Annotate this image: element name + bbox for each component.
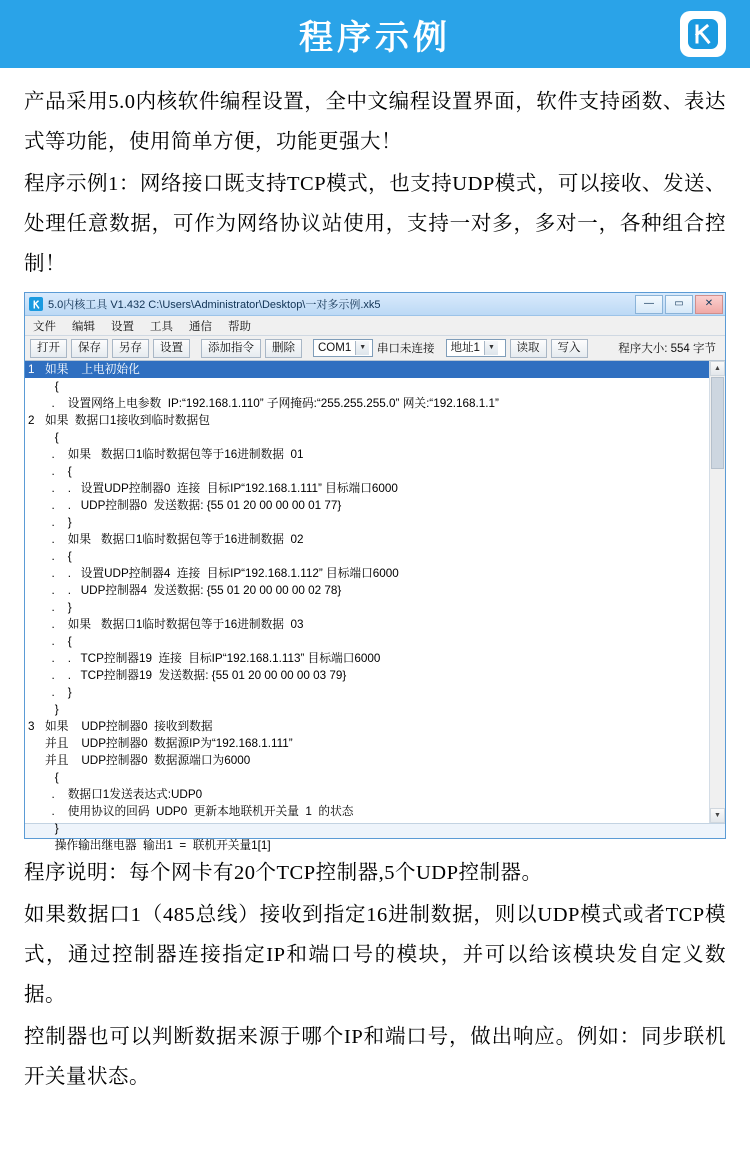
code-line-text: 如果 UDP控制器0 接收到数据 [45, 720, 213, 733]
menu-item-file[interactable]: 文件 [33, 320, 56, 333]
window-titlebar [25, 293, 725, 316]
menu-bar [25, 316, 725, 336]
serial-port-value: COM1 [318, 342, 352, 354]
menu-item-communication[interactable]: 通信 [189, 320, 212, 333]
write-button[interactable]: 写入 [551, 339, 588, 358]
page-header [0, 0, 750, 68]
delete-button[interactable]: 删除 [265, 339, 302, 358]
code-line-text: . 如果 数据口1临时数据包等于16进制数据 03 [45, 618, 304, 631]
code-line[interactable] [25, 361, 725, 378]
code-line-text: . 设置网络上电参数 IP:“192.168.1.110” 子网掩码:“255.255.255.0” 网关:“192.168.1.1” [45, 397, 499, 410]
code-line[interactable] [25, 718, 725, 735]
code-line[interactable] [25, 480, 725, 497]
code-line-number: 3 [28, 720, 35, 733]
scroll-down-icon[interactable]: ▼ [710, 808, 725, 823]
code-line[interactable] [25, 837, 725, 854]
note-paragraph-2: 如果数据口1（485总线）接收到指定16进制数据，则以UDP模式或者TCP模式，通过控制器连接指定IP和端口号的模块，并可以给该模块发自定义数据。 [24, 904, 726, 1006]
code-line-text: 并且 UDP控制器0 数据源端口为6000 [45, 754, 251, 767]
page-title: 程序示例 [299, 19, 451, 57]
code-line[interactable] [25, 395, 725, 412]
code-line-text: } [45, 822, 59, 835]
code-line[interactable] [25, 446, 725, 463]
code-line-text: . 如果 数据口1临时数据包等于16进制数据 01 [45, 448, 304, 461]
open-button[interactable]: 打开 [30, 339, 67, 358]
program-size-label: 程序大小: 554 字节 [618, 343, 716, 355]
code-line[interactable] [25, 497, 725, 514]
menu-item-help[interactable]: 帮助 [228, 320, 251, 333]
code-line[interactable] [25, 684, 725, 701]
window-title: 5.0内核工具 V1.432 C:\Users\Administrator\Desktop\一对多示例.xk5 [48, 299, 381, 311]
code-line[interactable] [25, 378, 725, 395]
code-line[interactable] [25, 463, 725, 480]
code-line[interactable] [25, 429, 725, 446]
intro-paragraph-1: 产品采用5.0内核软件编程设置，全中文编程设置界面，软件支持函数、表达式等功能，使用简单方便，功能更强大！ [24, 91, 726, 153]
code-line-text: . } [45, 516, 72, 529]
code-line[interactable] [25, 769, 725, 786]
code-line[interactable] [25, 412, 725, 429]
code-line-text: . . 设置UDP控制器4 连接 目标IP“192.168.1.112” 目标端口6000 [45, 567, 399, 580]
code-line[interactable] [25, 582, 725, 599]
code-line-text: . . UDP控制器0 发送数据: {55 01 20 00 00 00 01 77} [45, 499, 342, 512]
code-line-text: . } [45, 601, 72, 614]
code-line-text: . . 设置UDP控制器0 连接 目标IP“192.168.1.111” 目标端口6000 [45, 482, 398, 495]
code-line[interactable] [25, 531, 725, 548]
save-as-button[interactable]: 另存 [112, 339, 149, 358]
serial-port-select[interactable] [313, 339, 373, 357]
code-line-text: . } [45, 686, 72, 699]
code-line-text: . { [45, 465, 72, 478]
code-line-text: . { [45, 635, 72, 648]
code-line-text: 并且 UDP控制器0 数据源IP为“192.168.1.111” [45, 737, 293, 750]
close-button[interactable]: ✕ [695, 295, 723, 314]
code-line[interactable] [25, 701, 725, 718]
code-line-text: } [45, 703, 59, 716]
notes-section [0, 839, 750, 1097]
code-line-text: { [45, 771, 59, 784]
code-line-text: 操作输出继电器 输出1 = 联机开关量1[1] [45, 839, 271, 852]
code-line[interactable] [25, 786, 725, 803]
code-editor[interactable] [25, 361, 725, 852]
intro-paragraph-2: 程序示例1：网络接口既支持TCP模式，也支持UDP模式，可以接收、发送、处理任意数据，可作为网络协议站使用，支持一对多，多对一，各种组合控制！ [24, 173, 726, 275]
serial-port-status: 串口未连接 [377, 343, 435, 355]
code-line[interactable] [25, 667, 725, 684]
window-controls [635, 295, 723, 314]
code-line-text: . . TCP控制器19 发送数据: {55 01 20 00 00 00 03 79} [45, 669, 347, 682]
editor-vertical-scrollbar[interactable] [709, 361, 725, 823]
code-line-text: . . TCP控制器19 连接 目标IP“192.168.1.113” 目标端口6000 [45, 652, 381, 665]
code-line[interactable] [25, 735, 725, 752]
code-line-number: 1 [28, 363, 35, 376]
code-line-text: . 如果 数据口1临时数据包等于16进制数据 02 [45, 533, 304, 546]
code-line[interactable] [25, 803, 725, 820]
add-command-button[interactable]: 添加指令 [201, 339, 261, 358]
chevron-down-icon: ▼ [355, 341, 369, 355]
device-address-select[interactable] [446, 339, 506, 357]
code-line-text: . . UDP控制器4 发送数据: {55 01 20 00 00 00 02 78} [45, 584, 342, 597]
code-line[interactable] [25, 514, 725, 531]
read-button[interactable]: 读取 [510, 339, 547, 358]
code-line-text: { [45, 431, 59, 444]
app-icon-k-icon [29, 297, 43, 311]
code-line[interactable] [25, 599, 725, 616]
settings-button[interactable]: 设置 [153, 339, 190, 358]
scroll-up-icon[interactable]: ▲ [710, 361, 725, 376]
code-line[interactable] [25, 616, 725, 633]
maximize-button[interactable]: ▭ [665, 295, 693, 314]
code-line[interactable] [25, 820, 725, 837]
chevron-down-icon: ▼ [484, 341, 498, 355]
code-line-text: 如果 数据口1接收到临时数据包 [45, 414, 210, 427]
menu-item-edit[interactable]: 编辑 [72, 320, 95, 333]
menu-item-tools[interactable]: 工具 [150, 320, 173, 333]
code-line[interactable] [25, 565, 725, 582]
note-paragraph-3: 控制器也可以判断数据来源于哪个IP和端口号，做出响应。例如：同步联机开关量状态。 [24, 1026, 726, 1088]
save-button[interactable]: 保存 [71, 339, 108, 358]
note-paragraph-1: 程序说明：每个网卡有20个TCP控制器,5个UDP控制器。 [24, 862, 543, 884]
device-address-value: 地址1 [450, 342, 480, 354]
brand-logo-icon [680, 11, 726, 57]
code-line[interactable] [25, 633, 725, 650]
code-line-text: . { [45, 550, 72, 563]
code-line-text: { [45, 380, 59, 393]
code-line[interactable] [25, 548, 725, 565]
scrollbar-thumb[interactable] [711, 377, 724, 469]
code-line-text: 如果 上电初始化 [45, 363, 140, 376]
toolbar [25, 336, 725, 361]
intro-section [0, 68, 750, 284]
menu-item-settings[interactable]: 设置 [111, 320, 134, 333]
code-line[interactable] [25, 752, 725, 769]
code-line-number: 2 [28, 414, 35, 427]
code-line-text: . 使用协议的回码 UDP0 更新本地联机开关量 1 的状态 [45, 805, 354, 818]
minimize-button[interactable]: — [635, 295, 663, 314]
code-line[interactable] [25, 650, 725, 667]
code-line-text: . 数据口1发送表达式:UDP0 [45, 788, 203, 801]
app-window [24, 292, 726, 852]
code-lines [25, 361, 725, 854]
